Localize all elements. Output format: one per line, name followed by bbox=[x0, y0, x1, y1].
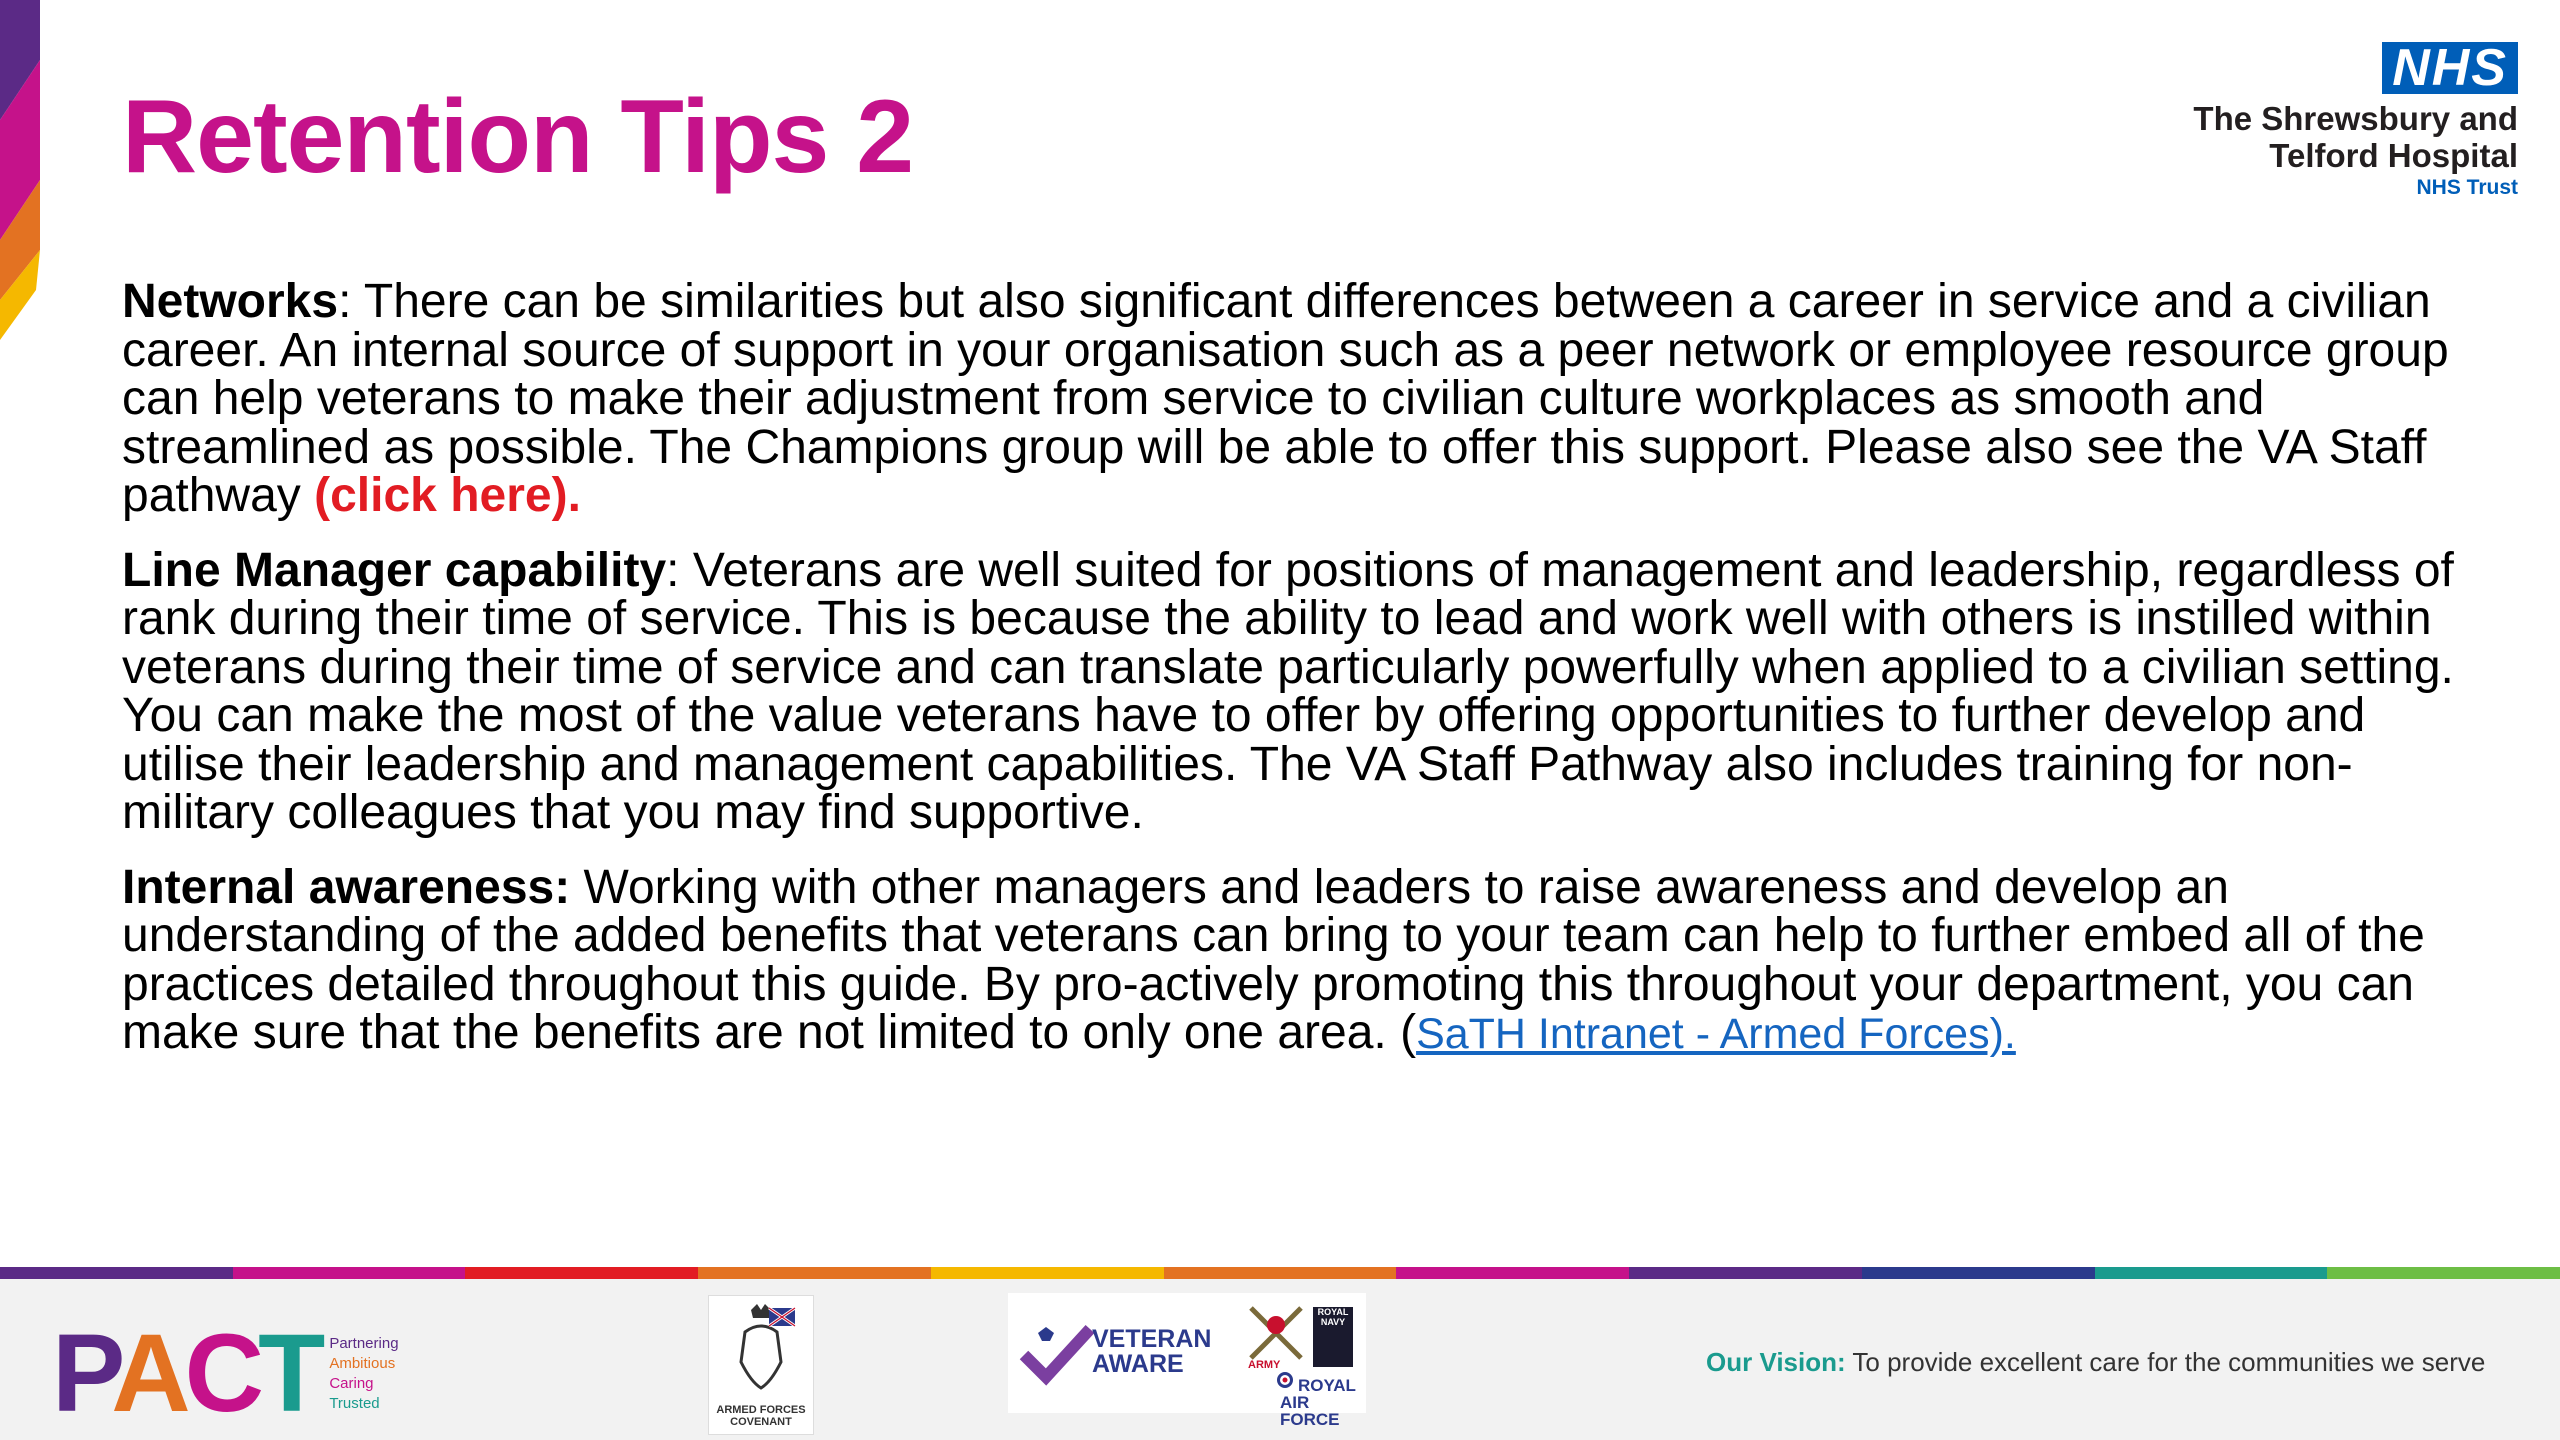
paragraph-networks bbox=[122, 275, 2462, 522]
pact-value: Caring bbox=[329, 1375, 374, 1392]
pact-values bbox=[329, 1334, 398, 1414]
pact-letter: T bbox=[258, 1312, 320, 1435]
pact-value: Partnering bbox=[329, 1335, 399, 1352]
paragraph-text: Working with other managers and leaders to raise awareness and develop an understanding of the added benefits that veterans can bring to your team can help to further embed all of the practices detailed throughout this guide. By pro-actively promoting this throughout your department, you can make sure that the benefits are not limited to only one area. ( bbox=[122, 860, 2425, 1059]
decorative-edge-strip bbox=[0, 0, 52, 350]
band-segment bbox=[1164, 1267, 1397, 1279]
raf-line1: ROYAL bbox=[1298, 1376, 1356, 1395]
royal-navy-badge: ROYAL NAVY bbox=[1313, 1307, 1353, 1367]
checkmark-icon bbox=[1016, 1315, 1096, 1395]
vision-statement bbox=[1706, 1347, 2485, 1378]
vision-text: To provide excellent care for the communities we serve bbox=[1845, 1347, 2486, 1377]
covenant-line1: ARMED FORCES bbox=[716, 1404, 806, 1416]
band-segment bbox=[233, 1267, 466, 1279]
army-crest-icon bbox=[1246, 1303, 1306, 1363]
army-label: ARMY bbox=[1248, 1359, 1281, 1371]
trust-name-line2: Telford Hospital bbox=[2269, 137, 2518, 174]
nhs-trust-logo bbox=[2098, 39, 2518, 200]
band-segment bbox=[1629, 1267, 1862, 1279]
pact-letter: C bbox=[184, 1312, 259, 1435]
trust-name-line1: The Shrewsbury and bbox=[2193, 100, 2518, 137]
veteran-line2: AWARE bbox=[1092, 1350, 1184, 1378]
band-segment bbox=[1396, 1267, 1629, 1279]
page-title: Retention Tips 2 bbox=[122, 79, 914, 195]
pact-letter: P bbox=[52, 1312, 112, 1435]
pact-letter: A bbox=[111, 1312, 185, 1435]
pact-letters bbox=[52, 1312, 320, 1435]
paragraph-text: : Veterans are well suited for positions of management and leadership, regardless of rank during their time of service. This is because the ability to lead and work well with others is instilled within veterans during their time of service and can translate particularly powerfully when applied to a civilian setting. You can make the most of the value veterans have to offer by offering opportunities to further develop and utilise their leadership and management capabilities. The VA Staff Pathway also includes training for non-military colleagues that you may find supportive. bbox=[122, 543, 2454, 839]
raf-label bbox=[1280, 1377, 1366, 1428]
trust-name bbox=[2098, 100, 2518, 174]
vision-label: Our Vision: bbox=[1706, 1347, 1846, 1377]
covenant-label bbox=[709, 1404, 813, 1428]
lion-crest-icon bbox=[721, 1302, 801, 1398]
armed-forces-covenant-logo bbox=[708, 1295, 814, 1435]
band-segment bbox=[1862, 1267, 2095, 1279]
footer bbox=[0, 1279, 2560, 1440]
trust-subtitle: NHS Trust bbox=[2416, 176, 2518, 199]
content-body bbox=[122, 275, 2462, 1085]
paragraph-internal-awareness bbox=[122, 860, 2462, 1059]
color-band bbox=[0, 1267, 2560, 1279]
band-segment bbox=[465, 1267, 698, 1279]
paragraph-text: : There can be similarities but also significant differences between a career in service and a civilian career. An internal source of support in your organisation such as a peer network or employee resource group can help veterans to make their adjustment from service to civilian culture workplaces as smooth and streamlined as possible. The Champions group will be able to offer this support. Please also see the VA Staff pathway bbox=[122, 275, 2449, 522]
paragraph-line-manager bbox=[122, 543, 2462, 839]
paragraph-heading: Networks bbox=[122, 275, 339, 328]
band-segment bbox=[698, 1267, 931, 1279]
nhs-badge: NHS bbox=[2382, 42, 2518, 94]
veteran-aware-logo bbox=[1008, 1293, 1366, 1429]
click-here-link[interactable]: (click here). bbox=[314, 469, 581, 522]
band-segment bbox=[931, 1267, 1164, 1279]
pact-value: Trusted bbox=[329, 1395, 380, 1412]
paragraph-heading: Internal awareness: bbox=[122, 860, 571, 914]
band-segment bbox=[0, 1267, 233, 1279]
covenant-line2: COVENANT bbox=[730, 1416, 792, 1428]
band-segment bbox=[2327, 1267, 2560, 1279]
paragraph-heading: Line Manager capability bbox=[122, 543, 667, 597]
band-segment bbox=[2095, 1267, 2328, 1279]
raf-line2: AIR FORCE bbox=[1280, 1393, 1340, 1429]
veteran-line1: VETERAN bbox=[1092, 1325, 1212, 1353]
pact-value: Ambitious bbox=[329, 1355, 396, 1372]
pact-logo bbox=[52, 1312, 399, 1435]
veteran-aware-text bbox=[1092, 1327, 1211, 1377]
sath-intranet-link[interactable]: SaTH Intranet - Armed Forces). bbox=[1416, 1010, 2016, 1058]
